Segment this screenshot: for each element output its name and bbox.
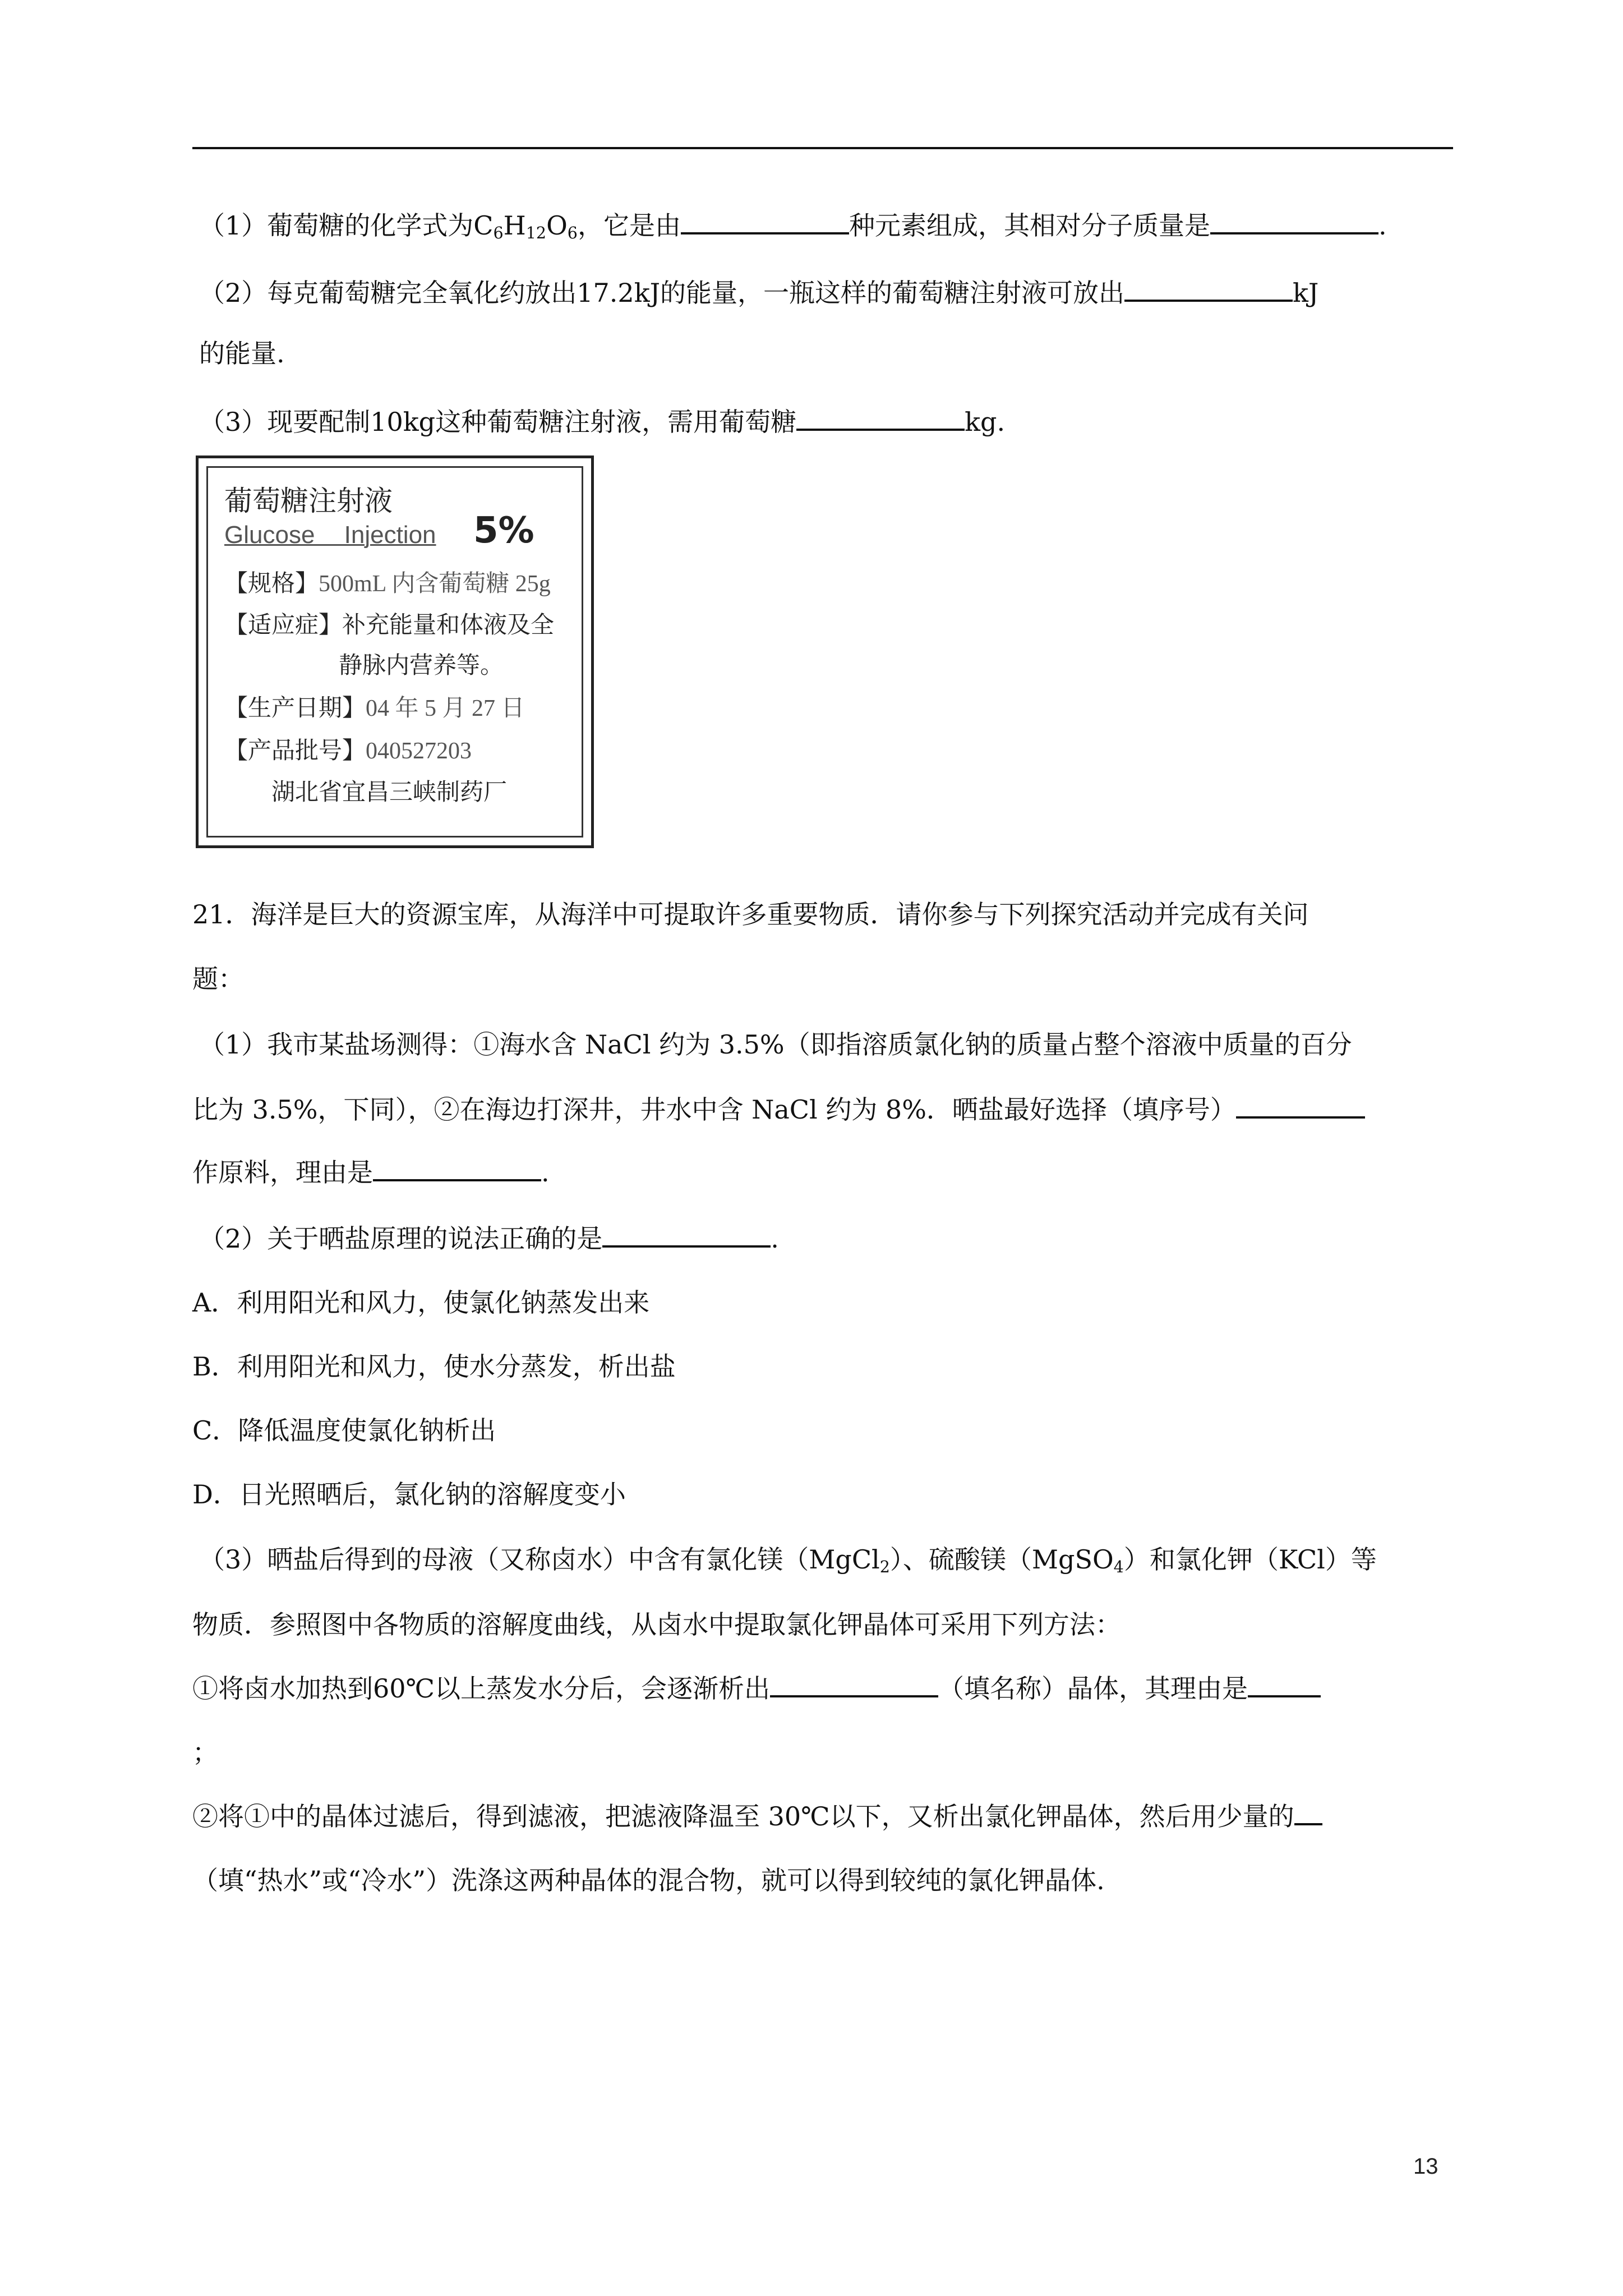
q21-step1: ①将卤水加热到60℃以上蒸发水分后，会逐渐析出 （填名称）晶体，其理由是 xyxy=(192,1672,1321,1705)
q20-part2: （2）每克葡萄糖完全氧化约放出17.2kJ的能量，一瓶这样的葡萄糖注射液可放出 kJ xyxy=(199,278,1319,308)
option-c: C．降低温度使氯化钠析出 xyxy=(192,1415,496,1446)
option-b: B．利用阳光和风力，使水分蒸发，析出盐 xyxy=(192,1351,676,1382)
answer-blank[interactable] xyxy=(1236,1094,1365,1119)
q21-intro-cont: 题： xyxy=(192,964,244,994)
answer-blank[interactable] xyxy=(770,1673,938,1697)
label-batch-number: 【产品批号】040527203 xyxy=(224,737,472,764)
header-rule xyxy=(192,147,1453,149)
answer-blank[interactable] xyxy=(796,406,965,431)
page-number: 13 xyxy=(1413,2154,1438,2179)
q21-step2: ②将①中的晶体过滤后，得到滤液，把滤液降温至 30℃以下，又析出氯化钾晶体，然后用少量的 xyxy=(192,1800,1322,1833)
answer-blank[interactable] xyxy=(1210,210,1378,234)
q20-part3: （3）现要配制10kg这种葡萄糖注射液，需用葡萄糖 kg. xyxy=(199,407,1006,437)
option-d: D．日光照晒后，氯化钠的溶解度变小 xyxy=(192,1479,626,1510)
q21-part1-line3: 作原料，理由是 . xyxy=(192,1157,550,1188)
answer-blank[interactable] xyxy=(373,1157,541,1181)
q21-part1-line2: 比为 3.5%，下同），②在海边打深井，井水中含 NaCl 约为 8%．晒盐最好选择（填序号） xyxy=(192,1093,1365,1126)
answer-blank[interactable] xyxy=(602,1223,771,1248)
option-a: A．利用阳光和风力，使氯化钠蒸发出来 xyxy=(192,1287,650,1318)
q20-part1: （1）葡萄糖的化学式为$C_6H_{12}O_6$，它是由 种元素组成，其相对分子质量是 . xyxy=(199,210,1387,243)
answer-blank[interactable] xyxy=(1248,1673,1321,1697)
answer-blank[interactable] xyxy=(1124,277,1293,302)
glucose-label-figure xyxy=(196,455,594,848)
label-indication-cont: 静脉内营养等。 xyxy=(339,651,504,679)
formula: $C_6H_{12}O_6$ xyxy=(473,210,578,243)
q21-part3-line2: 物质．参照图中各物质的溶解度曲线，从卤水中提取氯化钾晶体可采用下列方法： xyxy=(192,1609,1121,1640)
q20-part2-cont: 的能量. xyxy=(199,338,285,369)
q21-part1: （1）我市某盐场测得：①海水含 NaCl 约为 3.5%（即指溶质氯化钠的质量占整个溶液中质量的百分 xyxy=(199,1029,1352,1060)
q21-step1-end: ； xyxy=(192,1737,218,1768)
label-title: 葡萄糖注射液 xyxy=(224,485,393,517)
label-manufacturer: 湖北省宜昌三峡制药厂 xyxy=(271,778,508,806)
q21-step2-line2: （填“热水”或“冷水”）洗涤这两种晶体的混合物，就可以得到较纯的氯化钾晶体. xyxy=(192,1865,1105,1895)
q21-part3: （3）晒盐后得到的母液（又称卤水）中含有氯化镁（MgCl$_2$）、硫酸镁（MgSO$_4$）和氯化钾（KCl）等 xyxy=(199,1544,1377,1577)
answer-blank[interactable] xyxy=(681,210,849,234)
answer-blank[interactable] xyxy=(1294,1801,1322,1825)
q21-part2: （2）关于晒盐原理的说法正确的是 . xyxy=(199,1223,779,1254)
q21-intro: 21．海洋是巨大的资源宝库，从海洋中可提取许多重要物质．请你参与下列探究活动并完成有关问 xyxy=(192,899,1309,930)
label-spec: 【规格】500mL 内含葡萄糖 25g xyxy=(224,569,551,597)
label-indication: 【适应症】补充能量和体液及全 xyxy=(224,611,555,638)
label-english-name: Glucose Injection xyxy=(224,521,436,549)
label-concentration: 5% xyxy=(473,510,534,551)
label-production-date: 【生产日期】04 年 5 月 27 日 xyxy=(224,694,525,721)
